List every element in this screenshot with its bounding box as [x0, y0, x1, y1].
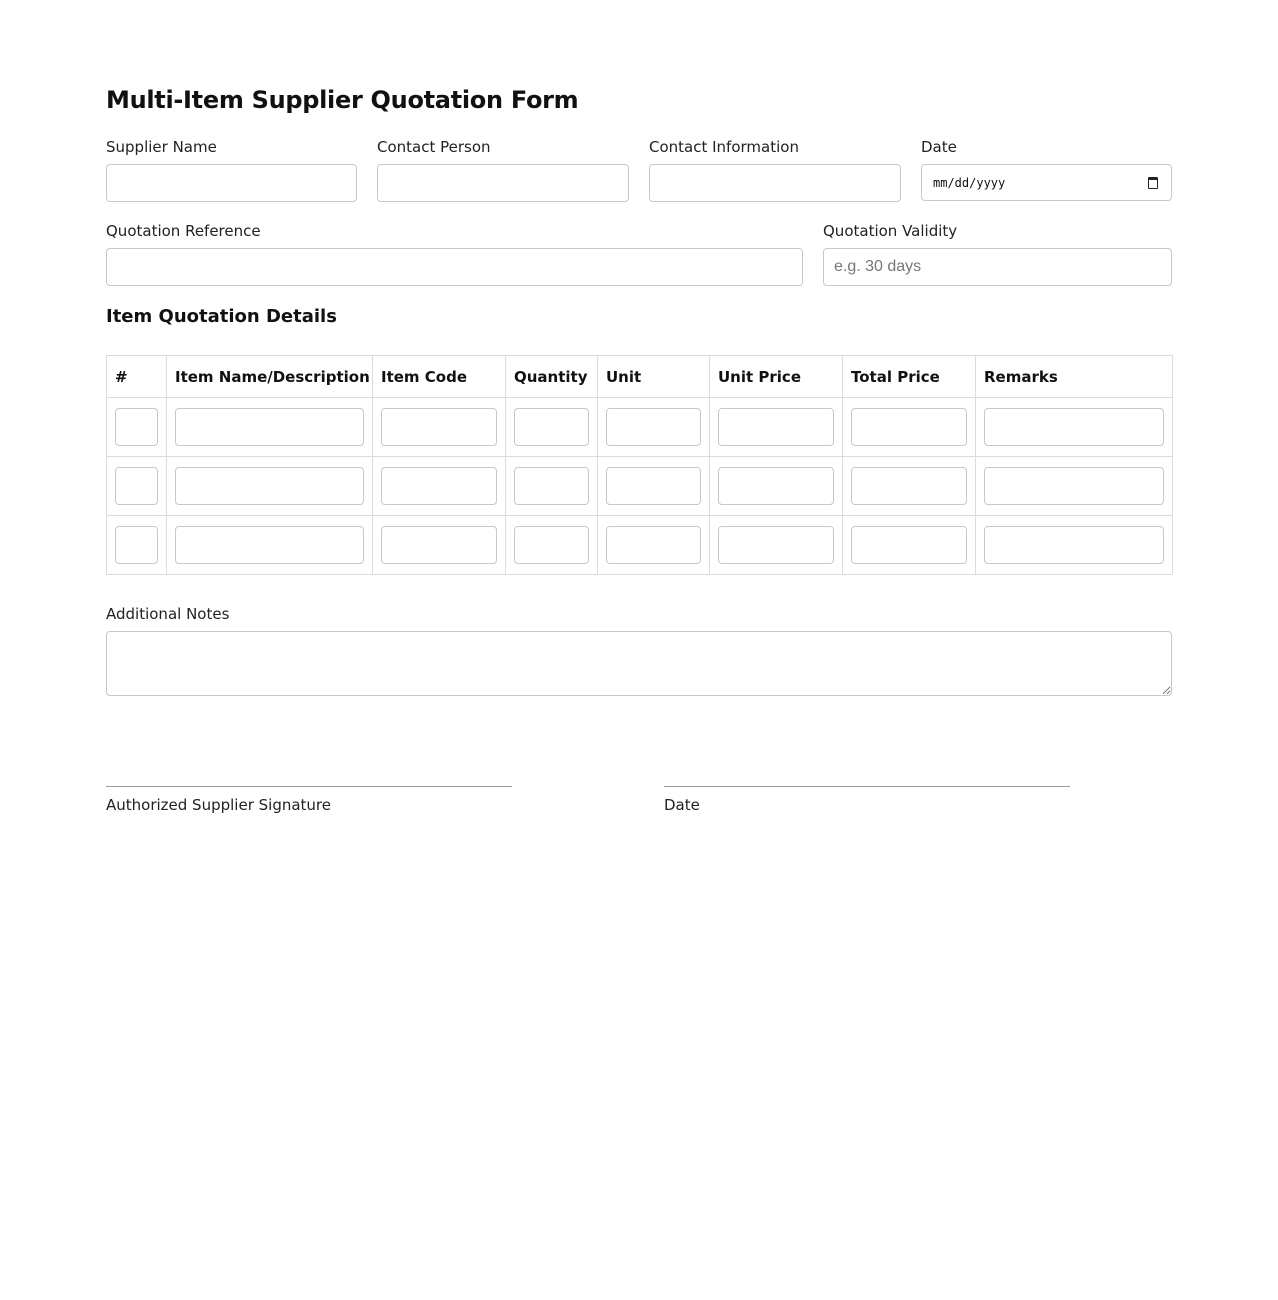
column-header-item-code: Item Code	[373, 356, 506, 398]
table-row	[107, 398, 1173, 457]
column-header-remarks: Remarks	[976, 356, 1173, 398]
quantity-input[interactable]	[514, 526, 589, 564]
supplier-name-label: Supplier Name	[106, 138, 217, 156]
date-placeholder: mm/dd/yyyy	[933, 176, 1006, 190]
cell	[167, 398, 373, 457]
table-row	[107, 457, 1173, 516]
cell	[373, 516, 506, 575]
cell	[710, 398, 843, 457]
column-header-unit-price: Unit Price	[710, 356, 843, 398]
quotation-reference-input[interactable]	[107, 249, 802, 285]
remarks-input[interactable]	[984, 467, 1164, 505]
contact-person-label: Contact Person	[377, 138, 491, 156]
unit-input[interactable]	[606, 467, 701, 505]
contact-information-label: Contact Information	[649, 138, 799, 156]
cell	[506, 457, 598, 516]
supplier-name-field[interactable]	[106, 164, 357, 202]
cell	[107, 457, 167, 516]
cell	[107, 398, 167, 457]
contact-information-input[interactable]	[650, 165, 900, 201]
signature-date-line	[664, 786, 1070, 787]
item-name-input[interactable]	[175, 467, 364, 505]
total-price-input[interactable]	[851, 408, 967, 446]
remarks-input[interactable]	[984, 408, 1164, 446]
cell	[976, 398, 1173, 457]
cell	[843, 457, 976, 516]
remarks-input[interactable]	[984, 526, 1164, 564]
cell	[373, 398, 506, 457]
items-section-title: Item Quotation Details	[106, 306, 337, 327]
item-number-input[interactable]	[115, 526, 158, 564]
date-label: Date	[921, 138, 957, 156]
cell	[976, 457, 1173, 516]
signature-label: Authorized Supplier Signature	[106, 796, 331, 814]
items-table	[106, 355, 1173, 575]
contact-person-field[interactable]	[377, 164, 629, 202]
unit-price-input[interactable]	[718, 526, 834, 564]
item-code-input[interactable]	[381, 467, 497, 505]
cell	[167, 457, 373, 516]
item-number-input[interactable]	[115, 408, 158, 446]
signature-date-label: Date	[664, 796, 700, 814]
item-code-input[interactable]	[381, 408, 497, 446]
table-header-row	[107, 356, 1173, 398]
cell	[710, 516, 843, 575]
item-code-input[interactable]	[381, 526, 497, 564]
cell	[710, 457, 843, 516]
total-price-input[interactable]	[851, 526, 967, 564]
contact-information-field[interactable]	[649, 164, 901, 202]
cell	[373, 457, 506, 516]
cell	[506, 516, 598, 575]
column-header-item-name: Item Name/Description	[167, 356, 373, 398]
column-header-total-price: Total Price	[843, 356, 976, 398]
item-number-input[interactable]	[115, 467, 158, 505]
quotation-validity-input[interactable]	[824, 249, 1171, 285]
cell	[598, 398, 710, 457]
cell	[598, 516, 710, 575]
cell	[598, 457, 710, 516]
column-header-unit: Unit	[598, 356, 710, 398]
quotation-reference-label: Quotation Reference	[106, 222, 261, 240]
unit-input[interactable]	[606, 526, 701, 564]
unit-price-input[interactable]	[718, 467, 834, 505]
unit-input[interactable]	[606, 408, 701, 446]
item-name-input[interactable]	[175, 526, 364, 564]
column-header-quantity: Quantity	[506, 356, 598, 398]
item-name-input[interactable]	[175, 408, 364, 446]
cell	[843, 516, 976, 575]
quotation-reference-field[interactable]	[106, 248, 803, 286]
cell	[107, 516, 167, 575]
supplier-name-input[interactable]	[107, 165, 356, 201]
contact-person-input[interactable]	[378, 165, 628, 201]
quantity-input[interactable]	[514, 408, 589, 446]
table-row	[107, 516, 1173, 575]
additional-notes-label: Additional Notes	[106, 605, 230, 623]
quotation-validity-label: Quotation Validity	[823, 222, 958, 240]
cell	[976, 516, 1173, 575]
total-price-input[interactable]	[851, 467, 967, 505]
quotation-validity-field[interactable]	[823, 248, 1172, 286]
unit-price-input[interactable]	[718, 408, 834, 446]
cell	[167, 516, 373, 575]
date-field[interactable]	[921, 164, 1172, 201]
signature-line	[106, 786, 512, 787]
column-header-number: #	[107, 356, 167, 398]
cell	[506, 398, 598, 457]
additional-notes-textarea[interactable]	[106, 631, 1172, 696]
quantity-input[interactable]	[514, 467, 589, 505]
calendar-icon[interactable]	[1148, 177, 1158, 189]
page-title: Multi-Item Supplier Quotation Form	[106, 86, 579, 114]
cell	[843, 398, 976, 457]
